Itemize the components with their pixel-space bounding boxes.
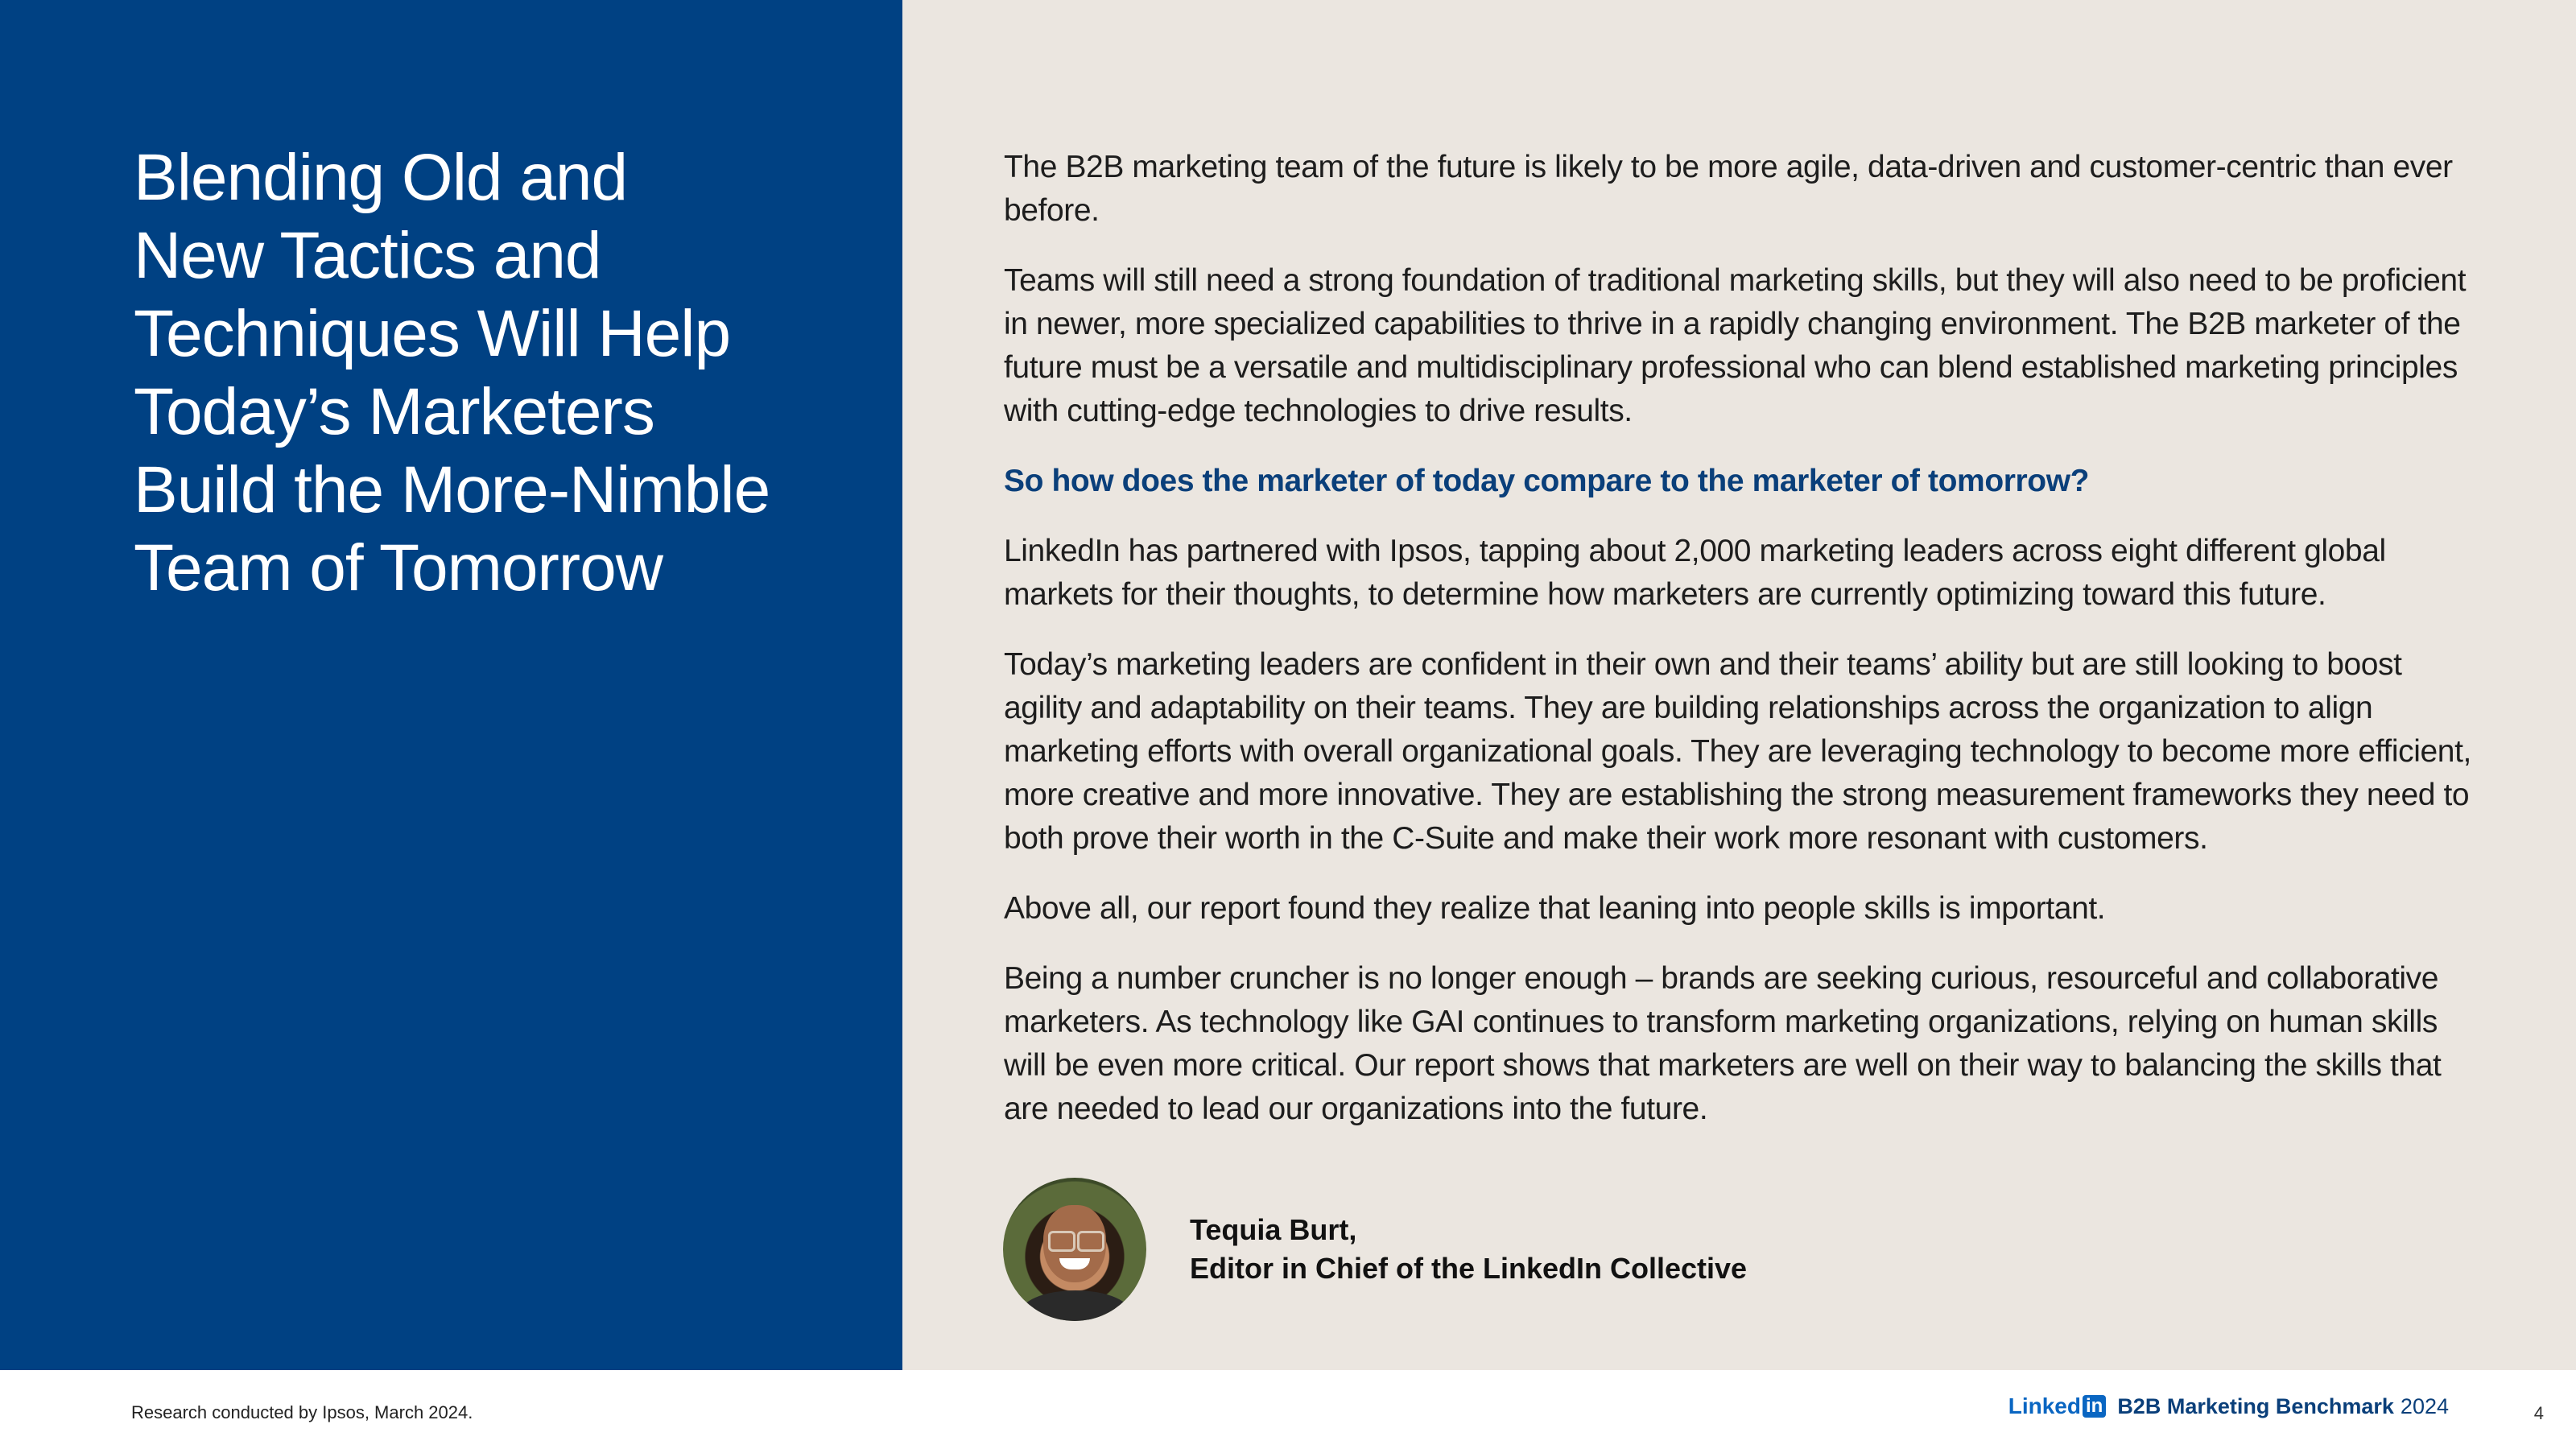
brand-lockup (2008, 1393, 2449, 1419)
avatar-glasses-left (1048, 1231, 1075, 1252)
linkedin-logo-icon: Linked (2008, 1393, 2081, 1418)
page-number: 4 (2533, 1403, 2544, 1423)
linkedin-in-box: in (2083, 1395, 2106, 1418)
page-title-line: Blending Old and (134, 141, 628, 214)
body-paragraph: Teams will still need a strong foundation of traditional marketing skills, but they will also need to be proficient in newer, more specialized capabilities to thrive in a rapidly changing environment. The B2B marketer of the future must be a versatile and multidisciplinary professional who can blend established marketing principles with cutting-edge technologies to drive results. (1004, 263, 2467, 428)
body-paragraph: LinkedIn has partnered with Ipsos, tapping about 2,000 marketing leaders across eight different global markets for their thoughts, to determine how marketers are currently optimizing toward this future. (1004, 534, 2386, 612)
page-title-line: Techniques Will Help (134, 297, 731, 370)
page-title (134, 138, 858, 607)
author-title: Editor in Chief of the LinkedIn Collective (1190, 1252, 1748, 1285)
body-text (1004, 146, 2485, 1158)
avatar-glasses-right (1077, 1231, 1104, 1252)
author-avatar (1003, 1178, 1146, 1321)
headline-panel (0, 0, 902, 1370)
body-paragraph: Being a number cruncher is no longer enough – brands are seeking curious, resourceful and collaborative marketers. As technology like GAI continues to transform marketing organizations, relying on human skills will be even more critical. Our report shows that marketers are well on their way to balancing the skills that are needed to lead our organizations into the future. (1004, 961, 2442, 1126)
author-block (1003, 1177, 1747, 1322)
report-year: 2024 (2400, 1393, 2449, 1418)
author-name: Tequia Burt, (1190, 1213, 1357, 1246)
question-heading: So how does the marketer of today compare to the marketer of tomorrow? (1004, 464, 2090, 498)
page-title-line: Build the More-Nimble (134, 453, 770, 526)
page-title-line: Team of Tomorrow (134, 531, 663, 605)
page-title-line: Today’s Marketers (134, 375, 654, 448)
author-text (1190, 1211, 1747, 1288)
footnote: Research conducted by Ipsos, March 2024. (131, 1402, 473, 1422)
body-paragraph: The B2B marketing team of the future is likely to be more agile, data-driven and customer-centric than ever before. (1004, 150, 2453, 228)
page-title-line: New Tactics and (134, 219, 601, 292)
body-paragraph: Today’s marketing leaders are confident in their own and their teams’ ability but are still looking to boost agility and adaptability on their teams. They are building relationships across the organization to align marketing efforts with overall organizational goals. They are leveraging technology to become more efficient, more creative and more innovative. They are establishing the strong measurement frameworks they need to both prove their worth in the C-Suite and make their work more resonant with customers. (1004, 647, 2471, 856)
body-paragraph: Above all, our report found they realize that leaning into people skills is important. (1004, 891, 2106, 926)
avatar-shirt (1019, 1290, 1132, 1321)
report-name: B2B Marketing Benchmark (2117, 1393, 2394, 1418)
